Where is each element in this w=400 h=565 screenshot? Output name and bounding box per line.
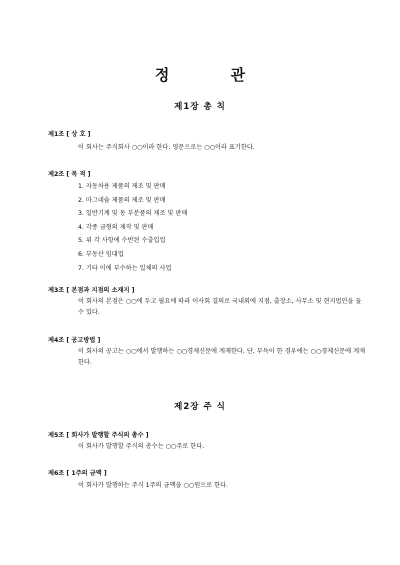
list-item: 6. 부동산 임대업 [78,250,124,258]
list-item: 5. 위 각 사항에 수반된 수출입업 [78,237,166,245]
list-item: 1. 자동차용 제품의 제조 및 판매 [78,183,166,190]
article-1-heading: 제1조 [ 상 호 ] [48,131,91,138]
article-5-heading: 제5조 [ 회사가 발행할 주식의 총수 ] [48,432,149,439]
list-item: 4. 각종 금형의 제작 및 판매 [78,223,154,231]
article-6-text: 이 회사가 발행하는 주식 1주의 금액을 ○○원으로 한다. [78,482,229,489]
article-3-heading: 제3조 [ 본점과 지점의 소재지 ] [48,287,135,294]
list-item: 7. 기타 이에 부수하는 일체의 사업 [78,264,172,272]
article-3-text: 이 회사의 본점은 ○○에 두고 필요에 따라 이사회 결의로 국내외에 지점, 출장소, 사무소 및 현지법인을 둘 수 있다. [78,298,362,316]
article-6-heading: 제6조 [ 1주의 금액 ] [48,470,107,477]
chapter-1-title: 제1장 총 칙 [174,102,226,112]
article-5-text: 이 회사가 발행할 주식의 총수는 ○○주로 한다. [78,443,205,450]
article-4-heading: 제4조 [ 공고방법 ] [48,337,101,344]
article-4-text: 이 회사의 공고는 ○○에서 발행하는 ○○경제신문에 게재한다. 단, 부득이 한 경우에는 ○○경제신문에 게재한다. [78,348,366,366]
article-2-list [78,180,187,275]
article-1-text: 이 회사는 주식회사 ○○이라 한다. 영문으로는 ○○이라 표기한다. [78,144,255,151]
list-item: 2. 마그네슘 제품의 제조 및 판매 [78,196,166,204]
article-2-heading: 제2조 [ 목 적 ] [48,171,91,178]
document-title: 정 관 [154,66,274,84]
chapter-2-title: 제2장 주 식 [174,402,226,412]
list-item: 3. 일반기계 및 동 부분품의 제조 및 판매 [78,210,188,218]
